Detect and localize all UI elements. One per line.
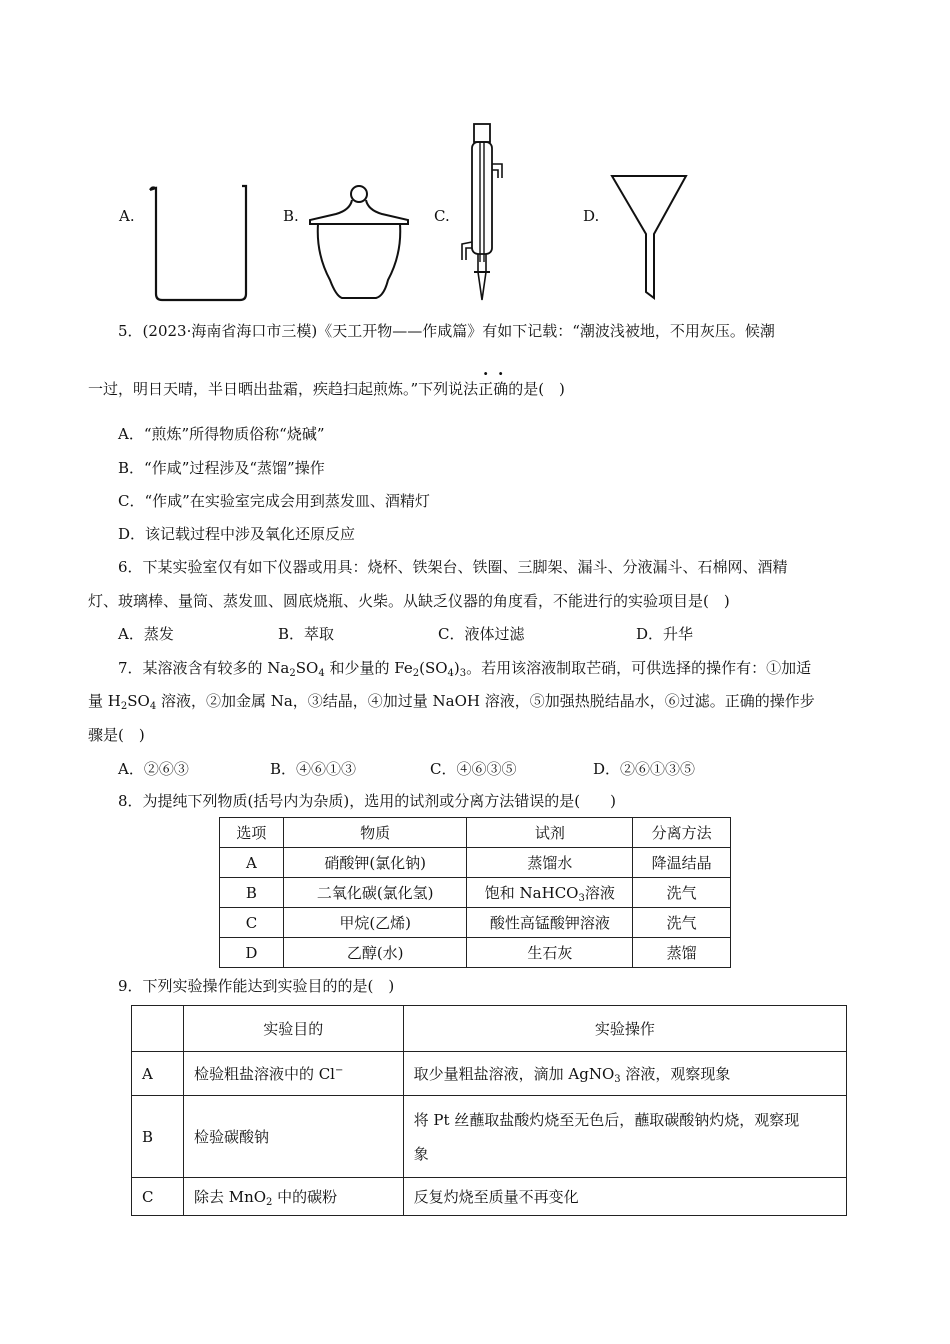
- cell-sub: 3: [614, 1073, 621, 1085]
- table-cell: 蒸馏水: [467, 848, 633, 878]
- funnel-icon: [610, 172, 690, 304]
- q7-text: 量 H: [88, 692, 121, 710]
- q6-line-2: 灯、玻璃棒、量筒、蒸发皿、圆底烧瓶、火柴。从缺乏仪器的角度看，不能进行的实验项目是( ): [88, 592, 730, 610]
- q7-text: (SO: [419, 659, 448, 677]
- q7-sub: 2: [120, 701, 128, 712]
- apparatus-label-c: C.: [434, 207, 450, 225]
- table-cell: [183, 1052, 403, 1096]
- q7-line-2: [88, 690, 815, 712]
- cell-text: 溶液: [584, 883, 615, 902]
- table-cell: 硝酸钾(氯化钠): [283, 848, 467, 878]
- table-cell: [403, 1052, 846, 1096]
- q5-line-2-pre: 一过，明日天晴，半日晒出盐霜，疾趋扫起煎炼。”下列说法: [88, 380, 479, 398]
- cell-line: 将 Pt 丝蘸取盐酸灼烧至无色后，蘸取碳酸钠灼烧，观察现: [413, 1110, 800, 1129]
- q8-stem: 8．为提纯下列物质(括号内为杂质)，选用的试剂或分离方法错误的是( ): [118, 792, 616, 810]
- q7-text: 。若用该溶液制取芒硝，可供选择的操作有：①加适: [466, 659, 812, 677]
- emphasis-char-1: 正: [478, 380, 494, 398]
- table-header-cell: [132, 1006, 184, 1052]
- q5-option-c: C．“作咸”在实验室完成会用到蒸发皿、酒精灯: [118, 492, 430, 510]
- table-cell: C: [132, 1178, 184, 1216]
- table-cell: 二氧化碳(氯化氢): [283, 878, 467, 908]
- q9-stem: 9．下列实验操作能达到实验目的的是( ): [118, 977, 395, 995]
- table-row: [132, 1052, 847, 1096]
- table-cell: 洗气: [633, 908, 731, 938]
- table-header-row: [220, 818, 731, 848]
- table-cell: [467, 878, 633, 908]
- emphasis-char-2: 确: [493, 380, 509, 398]
- q5-line-2-post: 的是( ): [508, 380, 565, 398]
- table-cell: [183, 1178, 403, 1216]
- q7-sub: 3: [459, 668, 467, 679]
- q7-text: 溶液，②加金属 Na，③结晶，④加过量 NaOH 溶液，⑤加强热脱结晶水，⑥过滤。正确的操作步: [156, 692, 815, 710]
- table-cell: 蒸馏: [633, 938, 731, 968]
- table-cell: A: [220, 848, 284, 878]
- cell-text: 中的碳粉: [272, 1187, 338, 1206]
- q6-option-d: D．升华: [636, 625, 694, 643]
- table-cell: 生石灰: [467, 938, 633, 968]
- cell-line: 象: [413, 1144, 429, 1163]
- q5-option-b: B．“作咸”过程涉及“蒸馏”操作: [118, 459, 325, 477]
- table-header-row: [132, 1006, 847, 1052]
- crucible-icon: [306, 184, 416, 304]
- table-header-cell: 物质: [283, 818, 467, 848]
- q7-sub: 2: [289, 668, 296, 679]
- apparatus-label-a: A.: [119, 207, 135, 225]
- q9-table: [131, 1005, 847, 1216]
- q7-text: ): [453, 659, 460, 677]
- table-cell: 酸性高锰酸钾溶液: [467, 908, 633, 938]
- q5-option-d: D．该记载过程中涉及氧化还原反应: [118, 525, 356, 543]
- cell-text: 除去 MnO: [193, 1187, 267, 1206]
- q6-option-b: B．萃取: [278, 625, 335, 643]
- q5-line-1: 5．(2023·海南省海口市三模)《天工开物——作咸篇》有如下记载：“潮波浅被地，不用灰压。候潮: [118, 322, 775, 340]
- q6-option-c: C．液体过滤: [438, 625, 525, 643]
- table-header-cell: 试剂: [467, 818, 633, 848]
- q6-line-1: 6．下某实验室仅有如下仪器或用具：烧杯、铁架台、铁圈、三脚架、漏斗、分液漏斗、石棉网、酒精: [118, 558, 788, 576]
- apparatus-label-b: B.: [283, 207, 299, 225]
- cell-sub: 3: [578, 892, 585, 904]
- table-cell: 洗气: [633, 878, 731, 908]
- q7-text: 和少量的 Fe: [324, 659, 413, 677]
- table-cell: 反复灼烧至质量不再变化: [403, 1178, 846, 1216]
- condenser-icon: [460, 122, 508, 304]
- cell-text: 溶液，观察现象: [620, 1064, 731, 1083]
- table-header-cell: 选项: [220, 818, 284, 848]
- q7-text: SO: [127, 692, 150, 710]
- cell-text: 饱和 NaHCO: [484, 883, 579, 902]
- cell-text: 检验粗盐溶液中的 Cl: [193, 1065, 335, 1083]
- q7-line-3: 骤是( ): [88, 726, 145, 744]
- q6-option-a: A．蒸发: [118, 625, 174, 643]
- q7-text: SO: [295, 659, 319, 677]
- q7-sub: 4: [149, 701, 157, 712]
- q7-option-a: A．②⑥③: [118, 760, 189, 778]
- table-header-cell: 分离方法: [633, 818, 731, 848]
- cell-text: 取少量粗盐溶液，滴加 AgNO: [413, 1064, 615, 1083]
- table-cell: 降温结晶: [633, 848, 731, 878]
- table-cell: 检验碳酸钠: [183, 1096, 403, 1178]
- table-row: [220, 908, 731, 938]
- table-cell: B: [220, 878, 284, 908]
- q7-option-d: D．②⑥①③⑤: [593, 760, 696, 778]
- cell-sup: −: [334, 1065, 344, 1076]
- table-cell: [403, 1096, 846, 1178]
- table-cell: A: [132, 1052, 184, 1096]
- table-row: [220, 848, 731, 878]
- q5-option-a: A．“煎炼”所得物质俗称“烧碱”: [118, 425, 325, 443]
- q7-option-c: C．④⑥③⑤: [430, 760, 517, 778]
- q7-sub: 4: [318, 668, 325, 679]
- q8-table: [219, 817, 731, 968]
- beaker-icon: [148, 182, 252, 304]
- table-cell: C: [220, 908, 284, 938]
- cell-sub: 2: [266, 1196, 273, 1208]
- q5-line-2: [88, 378, 565, 399]
- q7-sub: 4: [447, 668, 454, 679]
- q7-sub: 2: [412, 668, 420, 679]
- q7-option-b: B．④⑥①③: [270, 760, 357, 778]
- q7-line-1: [118, 657, 811, 679]
- table-row: [220, 938, 731, 968]
- table-header-cell: 实验目的: [183, 1006, 403, 1052]
- q7-text: 7．某溶液含有较多的 Na: [118, 659, 290, 677]
- table-row: [132, 1178, 847, 1216]
- table-cell: 甲烷(乙烯): [283, 908, 467, 938]
- table-header-cell: 实验操作: [403, 1006, 846, 1052]
- table-cell: 乙醇(水): [283, 938, 467, 968]
- apparatus-label-d: D.: [583, 207, 600, 225]
- table-cell: B: [132, 1096, 184, 1178]
- table-row: [132, 1096, 847, 1178]
- table-cell: D: [220, 938, 284, 968]
- table-row: [220, 878, 731, 908]
